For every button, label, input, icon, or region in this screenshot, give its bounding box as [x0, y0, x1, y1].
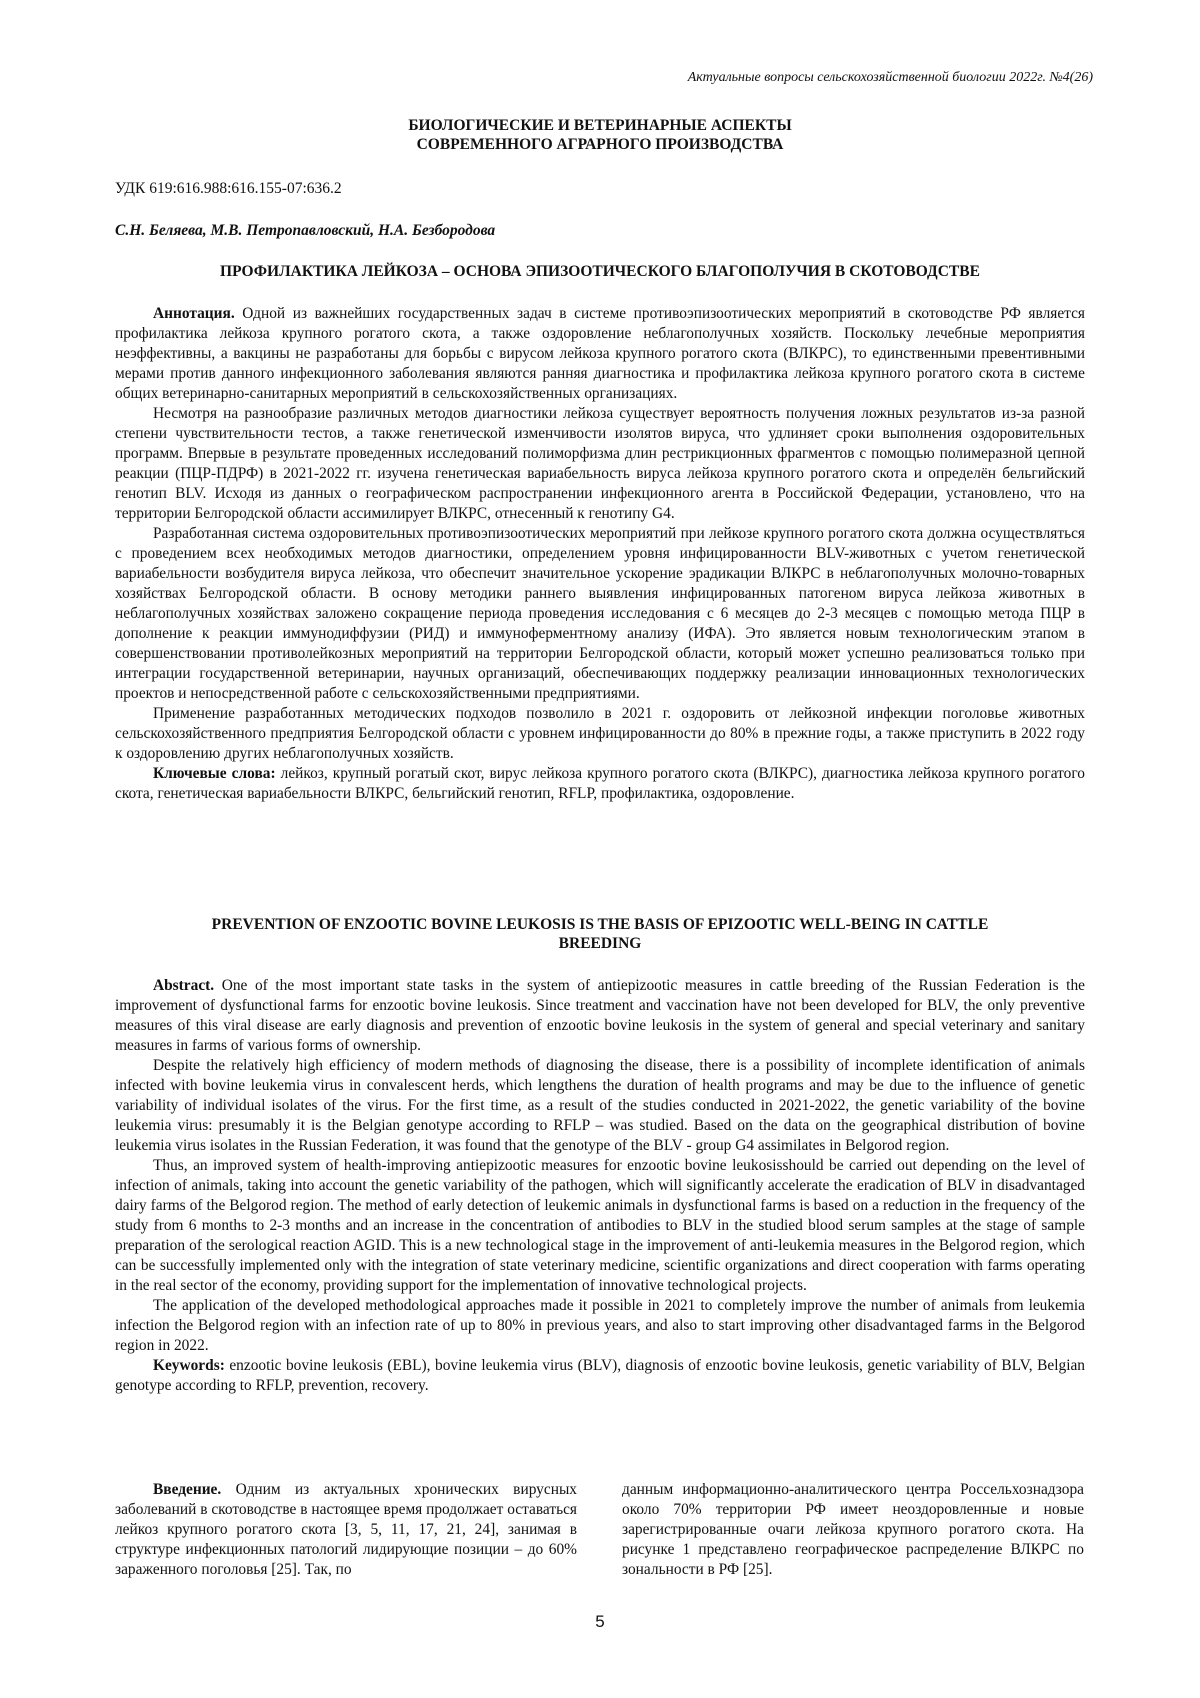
keywords-text: enzootic bovine leukosis (EBL), bovine leukemia virus (BLV), diagnosis of enzootic bovine leukosis, genetic variability of BLV, Belgian genotype according to RFLP, prevention, recovery. [115, 1357, 1085, 1394]
abstract-label: Abstract. [153, 977, 215, 994]
page-number: 5 [595, 1612, 605, 1631]
udc-code: УДК 619:616.988:616.155-07:636.2 [115, 180, 342, 197]
paragraph [115, 304, 1085, 404]
title-en-line: PREVENTION OF ENZOOTIC BOVINE LEUKOSIS IS THE BASIS OF EPIZOOTIC WELL-BEING IN CATTLE [211, 916, 989, 933]
abstract-en [115, 976, 1085, 1396]
paragraph [115, 976, 1085, 1056]
paragraph-text: Одним из актуальных хронических вирусных заболеваний в скотоводстве в настоящее время продолжает оставаться лейкоз крупного рогатого скота [3, 5, 11, 17, 21, 24], занимая в структуре инфекционных патологий лидирующие позиции – до 60% зараженного поголовья [25]. Так, по [115, 1481, 577, 1578]
paragraph: Thus, an improved system of health-improving antiepizootic measures for enzootic bovine leukosisshould be carried out depending on the level of infection of animals, taking into account the genetic variability of the pathogen, which will significantly accelerate the eradication of BLV in disadvantaged dairy farms of the Belgorod region. The method of early detection of leukemic animals in dysfunctional farms is based on a reduction in the frequency of the study from 6 months to 2-3 months and an increase in the concentration of antibodies to BLV in the studied blood serum samples at the stage of sample preparation of the serological reaction AGID. This is a new technological stage in the improvement of anti-leukemia measures in the Belgorod region, which can be successfully implemented only with the integration of state veterinary medicine, scientific organizations and direct cooperation with farms operating in the real sector of the economy, providing support for the implementation of innovative technological projects. [115, 1157, 1085, 1294]
introduction-right-column [622, 1480, 1084, 1580]
annotation-ru [115, 304, 1085, 804]
paragraph: The application of the developed methodological approaches made it possible in 2021 to completely improve the number of animals from leukemia infection the Belgorod region with an infection rate of up to 80% in previous years, and also to start improving other disadvantaged farms in the Belgorod region in 2022. [115, 1297, 1085, 1354]
authors: С.Н. Беляева, М.В. Петропавловский, Н.А. Безбородова [115, 222, 496, 239]
article-title-ru: ПРОФИЛАКТИКА ЛЕЙКОЗА – ОСНОВА ЭПИЗООТИЧЕСКОГО БЛАГОПОЛУЧИЯ В СКОТОВОДСТВЕ [220, 263, 980, 280]
paragraph [115, 1480, 577, 1580]
section-heading [110, 116, 1090, 154]
article-title-en [110, 915, 1090, 953]
keywords-label: Ключевые слова: [153, 765, 276, 782]
paragraph-text: Одной из важнейших государственных задач в системе противоэпизоотических мероприятий в скотоводстве РФ является профилактика лейкоза крупного рогатого скота, а также оздоровление неблагополучных хозяйств. Поскольку лечебные мероприятия неэффективны, а вакцины не разработаны для борьбы с вирусом лейкоза крупного рогатого скота (ВЛКРС), то единственными превентивными мерами против данного инфекционного заболевания являются ранняя диагностика и профилактика лейкоза крупного рогатого скота в системе общих ветеринарно-санитарных мероприятий в сельскохозяйственных организациях. [115, 305, 1085, 402]
keywords-text: лейкоз, крупный рогатый скот, вирус лейкоза крупного рогатого скота (ВЛКРС), диагностика лейкоза крупного рогатого скота, генетическая вариабельности ВЛКРС, бельгийский генотип, RFLP, профилактика, оздоровление. [115, 765, 1085, 802]
paragraph: Разработанная система оздоровительных противоэпизоотических мероприятий при лейкозе крупного рогатого скота должна осуществляться с проведением всех необходимых методов диагностики, определением уровня инфицированности BLV-животных с учетом генетической вариабельности возбудителя вируса лейкоза, что обеспечит значительное ускорение эрадикации ВЛКРС в неблагополучных молочно-товарных хозяйствах Белгородской области. В основу методики раннего выявления инфицированных патогеном вируса лейкоза животных в неблагополучных хозяйствах заложено сокращение периода проведения исследования с 6 месяцев до 2-3 месяцев с помощью метода ПЦР в дополнение к реакции иммунодиффузии (РИД) и иммуноферментному анализу (ИФА). Это является новым технологическим этапом в совершенствовании противолейкозных мероприятий на территории Белгородской области, который может успешно реализоваться только при интеграции государственной ветеринарии, научных организаций, обеспечивающих поддержку реализации инновационных технологических проектов и непосредственной работе с сельскохозяйственными предприятиями. [115, 525, 1085, 702]
paragraph: Despite the relatively high efficiency of modern methods of diagnosing the disease, there is a possibility of incomplete identification of animals infected with bovine leukemia virus in convalescent herds, which lengthens the duration of health programs and may be due to the influence of genetic variability of individual isolates of the virus. For the first time, as a result of the studies conducted in 2021-2022, the genetic variability of the bovine leukemia virus: presumably it is the Belgian genotype according to RFLP – was studied. Based on the data on the geographical distribution of bovine leukemia virus isolates in the Russian Federation, it was found that the genotype of the BLV - group G4 assimilates in Belgorod region. [115, 1057, 1085, 1154]
section-heading-line: СОВРЕМЕННОГО АГРАРНОГО ПРОИЗВОДСТВА [416, 136, 784, 153]
keywords-label: Keywords: [153, 1357, 225, 1374]
paragraph-text: One of the most important state tasks in the system of antiepizootic measures in cattle breeding of the Russian Federation is the improvement of dysfunctional farms for enzootic bovine leukosis. Since treatment and vaccination have not been developed for BLV, the only preventive measures of this viral disease are early diagnosis and prevention of enzootic bovine leukosis in the system of general and special veterinary and sanitary measures in farms of various forms of ownership. [115, 977, 1085, 1054]
paragraph: данным информационно-аналитического центра Россельхознадзора около 70% территории РФ имеет неоздоровленные и новые зарегистрированные очаги лейкоза крупного рогатого скота. На рисунке 1 представлено географическое распределение ВЛКРС по зональности в РФ [25]. [622, 1481, 1084, 1578]
paragraph: Применение разработанных методических подходов позволило в 2021 г. оздоровить от лейкозной инфекции поголовье животных сельскохозяйственного предприятия Белгородской области с уровнем инфицированности до 80% в прежние годы, а также приступить в 2022 году к оздоровлению других неблагополучных хозяйств. [115, 705, 1085, 762]
paragraph: Несмотря на разнообразие различных методов диагностики лейкоза существует вероятность получения ложных результатов из-за разной степени чувствительности тестов, а также генетической изменчивости изолятов вируса, что удлиняет сроки выполнения оздоровительных программ. Впервые в результате проведенных исследований полиморфизма длин рестрикционных фрагментов с помощью полимеразной цепной реакции (ПЦР-ПДРФ) в 2021-2022 гг. изучена генетическая вариабельность вируса лейкоза крупного рогатого скота и определён бельгийский генотип BLV. Исходя из данных о географическом распространении инфекционного агента в Российской Федерации, установлено, что на территории Белгородской области ассимилирует ВЛКРС, отнесенный к генотипу G4. [115, 405, 1085, 522]
keywords-ru [115, 764, 1085, 804]
keywords-en [115, 1356, 1085, 1396]
section-heading-line: БИОЛОГИЧЕСКИЕ И ВЕТЕРИНАРНЫЕ АСПЕКТЫ [408, 117, 792, 134]
annotation-label: Аннотация. [153, 305, 235, 322]
journal-header: Актуальные вопросы сельскохозяйственной биологии 2022г. №4(26) [687, 70, 1093, 85]
title-en-line: BREEDING [558, 935, 642, 952]
introduction-left-column [115, 1480, 577, 1580]
introduction-label: Введение. [153, 1481, 222, 1498]
